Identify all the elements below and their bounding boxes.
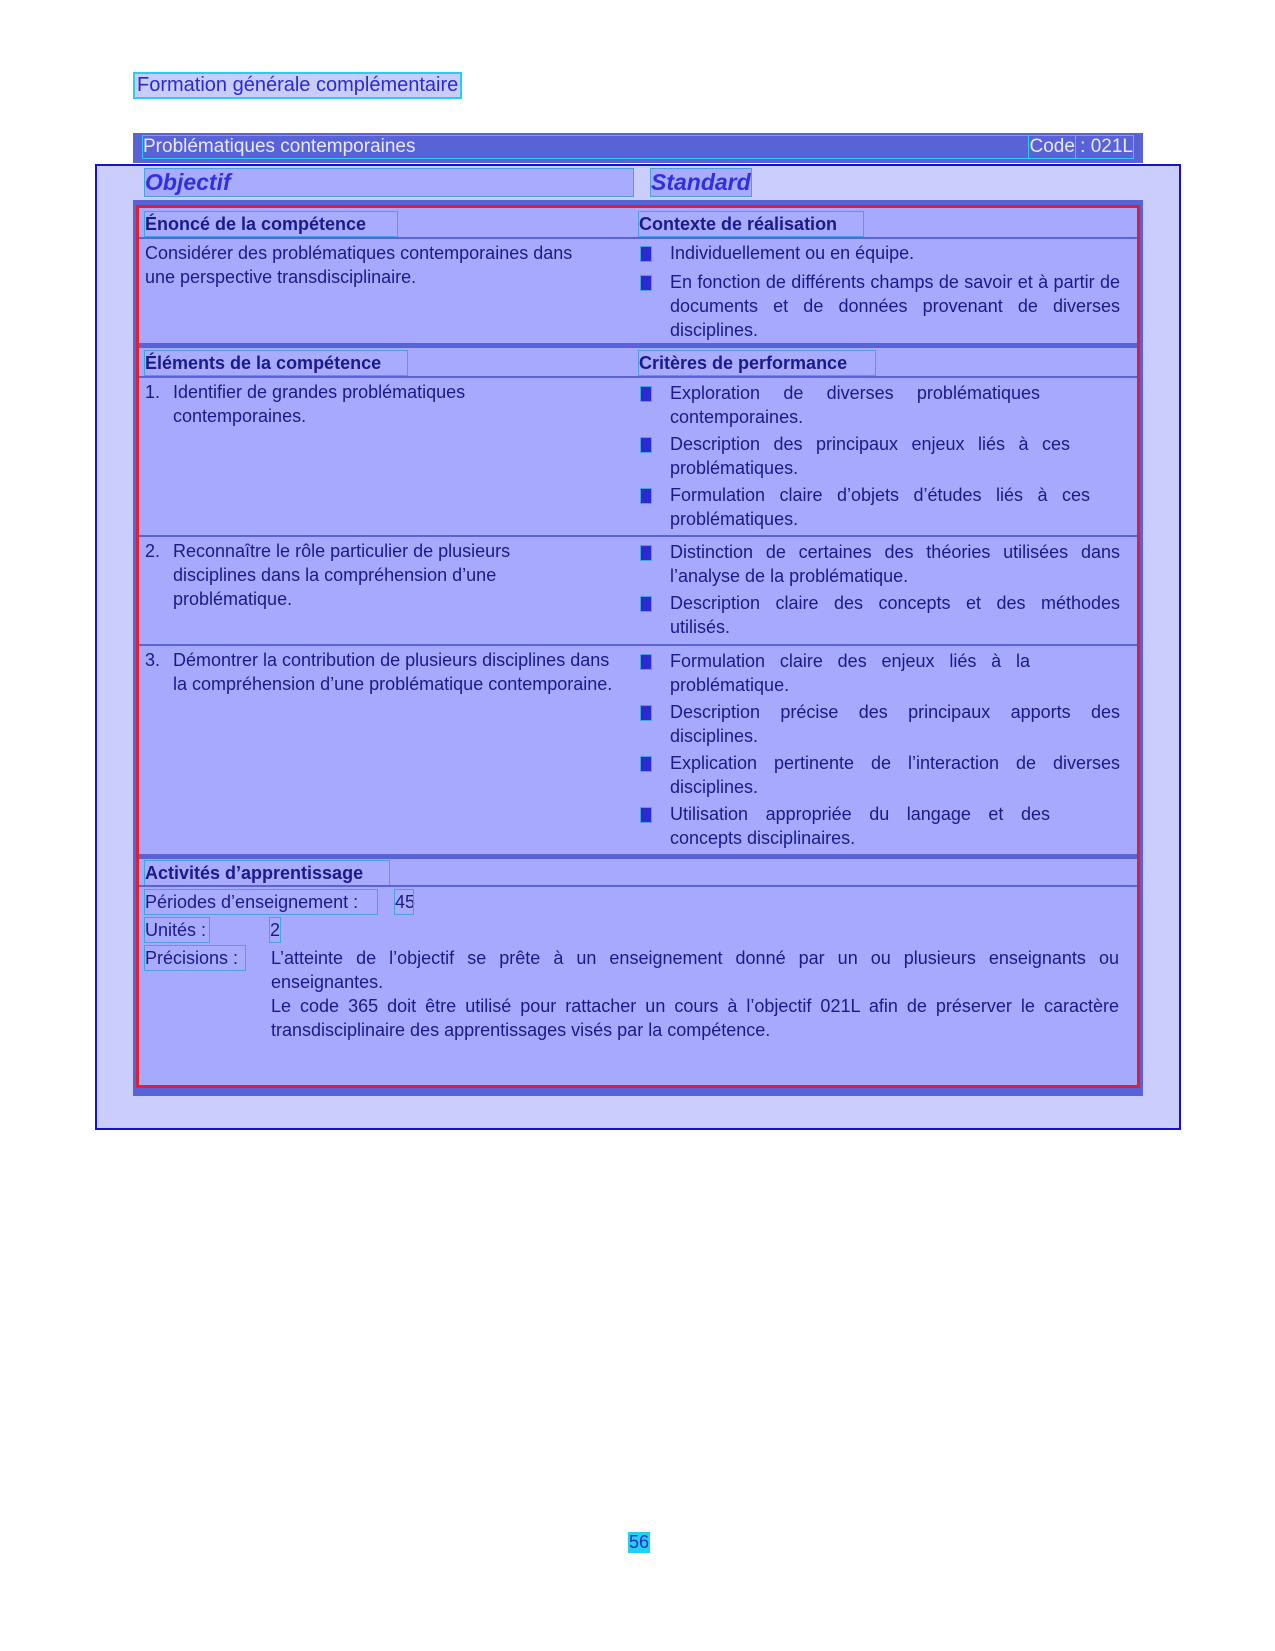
element-text: Démontrer la contribution de plusieurs disciplines dans la compréhension d’une problématique contemporaine. xyxy=(173,650,613,694)
precisions-label: Précisions : xyxy=(145,946,245,970)
bullet-icon xyxy=(640,705,652,721)
element-text: Reconnaître le rôle particulier de plusieurs disciplines dans la compréhension d’une problématique. xyxy=(173,541,511,609)
competency-table xyxy=(136,205,1140,1088)
criterion-item: Formulation claire d’objets d’études liés à ces problématiques. xyxy=(670,485,1090,529)
criterion-item: Explication pertinente de l’interaction de diverses disciplines. xyxy=(670,753,1120,797)
periods-value: 45 xyxy=(395,892,416,912)
bullet-icon xyxy=(640,596,652,612)
bullet-icon xyxy=(640,275,652,291)
criterion-item: Utilisation appropriée du langage et des concepts disciplinaires. xyxy=(670,804,1050,848)
element-text: Identifier de grandes problématiques contemporaines. xyxy=(173,382,466,426)
criterion-item: Distinction de certaines des théories utilisées dans l’analyse de la problématique. xyxy=(670,542,1120,586)
context-item: Individuellement ou en équipe. xyxy=(670,243,915,263)
units-label: Unités : xyxy=(145,918,209,942)
periods-label: Périodes d’enseignement : xyxy=(145,890,377,914)
criterion-item: Description des principaux enjeux liés à ces problématiques. xyxy=(670,434,1070,478)
bullet-icon xyxy=(640,654,652,670)
course-title-bar xyxy=(133,133,1143,163)
document-header: Formation générale complémentaire xyxy=(137,74,459,96)
element-number: 2. xyxy=(145,541,161,561)
precisions-text: L’atteinte de l’objectif se prête à un enseignement donné par un ou plusieurs enseignants ou enseignantes. xyxy=(271,948,1119,992)
criterion-item: Description claire des concepts et des méthodes utilisés. xyxy=(670,593,1120,637)
element-number: 3. xyxy=(145,650,161,670)
element-number: 1. xyxy=(145,382,161,402)
units-value: 2 xyxy=(270,920,281,940)
bullet-icon xyxy=(640,807,652,823)
context-heading: Contexte de réalisation xyxy=(639,212,863,236)
page-number: 56 xyxy=(629,1532,650,1552)
bullet-icon xyxy=(640,756,652,772)
bullet-icon xyxy=(640,437,652,453)
elements-heading: Éléments de la compétence xyxy=(145,351,407,375)
statement-heading: Énoncé de la compétence xyxy=(145,212,397,236)
competency-statement: Considérer des problématiques contemporaines dans une perspective transdisciplinaire. xyxy=(145,243,573,287)
bullet-icon xyxy=(640,488,652,504)
bullet-icon xyxy=(640,246,652,262)
criterion-item: Description précise des principaux apports des disciplines. xyxy=(670,702,1120,746)
precisions-text: Le code 365 doit être utilisé pour rattacher un cours à l’objectif 021L afin de préserver le caractère transdisciplinaire des apprentissages visés par la compétence. xyxy=(271,996,1119,1040)
objective-heading: Objectif xyxy=(145,169,633,196)
bullet-icon xyxy=(640,386,652,402)
bullet-icon xyxy=(640,545,652,561)
context-item: En fonction de différents champs de savoir et à partir de documents et de données provenant de diverses disciplines. xyxy=(670,272,1120,340)
activities-heading: Activités d’apprentissage xyxy=(145,861,389,885)
criterion-item: Formulation claire des enjeux liés à la problématique. xyxy=(670,651,1030,695)
standard-heading: Standard xyxy=(651,169,751,195)
course-title: Problématiques contemporaines xyxy=(143,136,1075,158)
criteria-heading: Critères de performance xyxy=(639,351,875,375)
course-code: Code : 021L xyxy=(1029,136,1133,157)
criterion-item: Exploration de diverses problématiques contemporaines. xyxy=(670,383,1040,427)
